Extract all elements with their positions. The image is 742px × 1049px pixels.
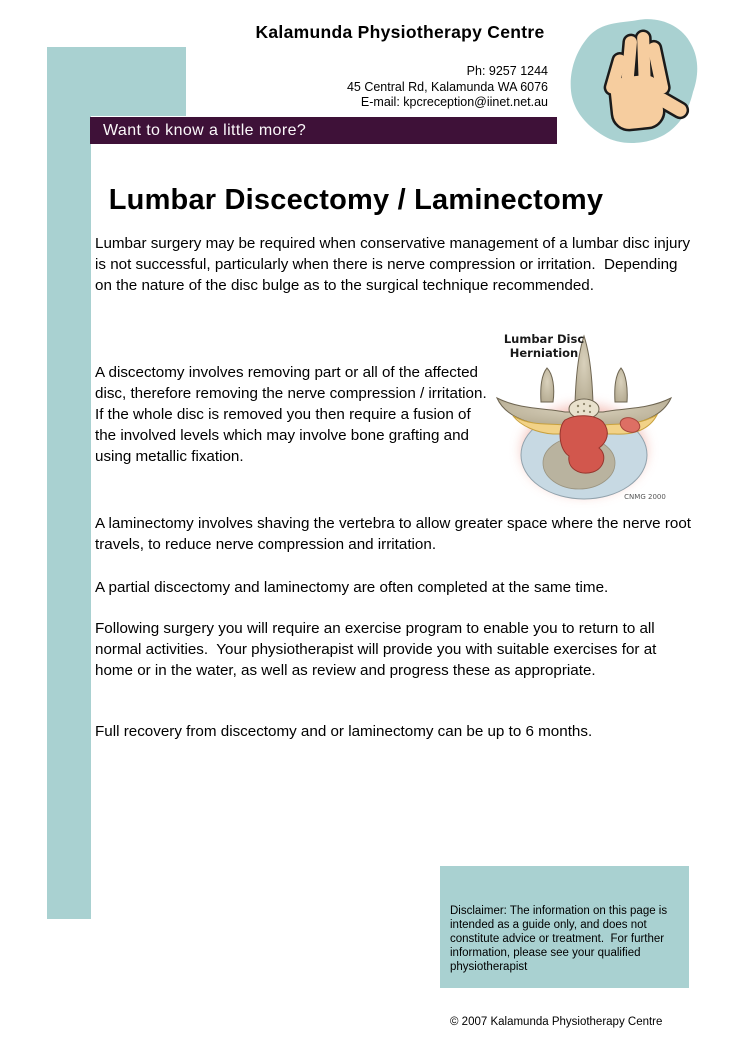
vertebra-illustration (487, 322, 680, 508)
clinic-logo (560, 12, 710, 157)
address: 45 Central Rd, Kalamunda WA 6076 (346, 79, 548, 94)
figure-label-line1: Lumbar Disc (503, 332, 585, 346)
body-paragraph: A partial discectomy and laminectomy are often completed at the same time. (95, 579, 609, 596)
page-title: Lumbar Discectomy / Laminectomy (108, 184, 604, 216)
contact-block (248, 64, 548, 111)
email: E-mail: kpcreception@iinet.net.au (360, 95, 548, 109)
body-paragraph: A laminectomy involves shaving the vertebra to allow greater space where the nerve root travels, to reduce nerve compression and irritation. (95, 515, 696, 553)
teal-corner-block (47, 47, 186, 116)
figure-label-line2: Herniation (509, 346, 579, 360)
body-paragraph: Following surgery you will require an exercise program to enable you to return to all normal activities. Your physiotherapist will provide you with suitable exercises for at home or in the water, as well as review and progress these as appropriate. (95, 620, 661, 679)
figure-credit: CNMG 2000 (624, 493, 666, 501)
body-paragraph: Lumbar surgery may be required when conservative management of a lumbar disc injury is not successful, particularly when there is nerve compression or irritation. Depending on the nature of the disc bulge as to the surgical technique recommended. (95, 235, 695, 294)
body-paragraph: Full recovery from discectomy and or laminectomy can be up to 6 months. (95, 723, 593, 740)
hand-icon (560, 12, 710, 157)
phone-number: Ph: 9257 1244 (466, 64, 548, 78)
disclaimer-text: Disclaimer: The information on this page is intended as a guide only, and does not constitute advice or treatment. For further information, please see your qualified physiotherapist (450, 905, 671, 973)
teal-left-bar (47, 116, 91, 919)
copyright-text: © 2007 Kalamunda Physiotherapy Centre (450, 1016, 663, 1028)
body-paragraph: A discectomy involves removing part or all of the affected disc, therefore removing the nerve compression / irritation. If the whole disc is removed you then require a fusion of the involved levels which may involve bone grafting and using metallic fixation. (95, 364, 496, 465)
lumbar-disc-herniation-figure (487, 322, 680, 508)
banner-strip: Want to know a little more? (90, 117, 557, 144)
disclaimer-box (440, 866, 689, 1028)
clinic-name: Kalamunda Physiotherapy Centre (255, 22, 545, 42)
